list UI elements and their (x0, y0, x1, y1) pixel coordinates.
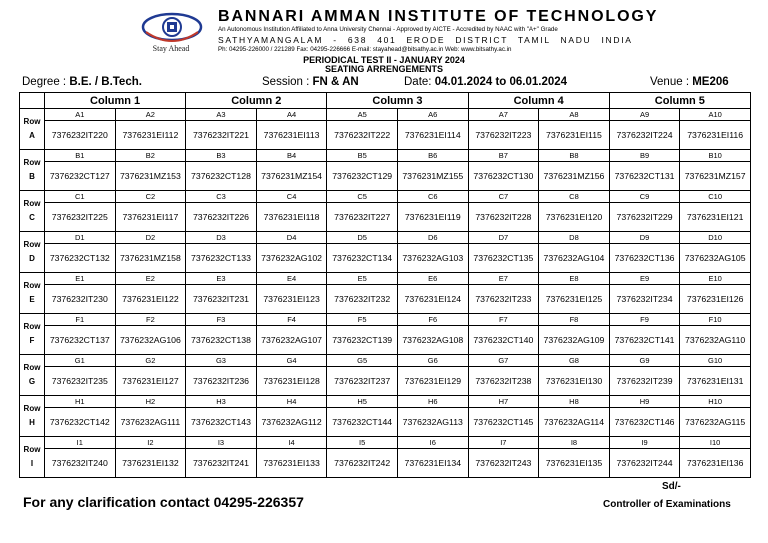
degree-value: B.E. / B.Tech. (69, 76, 142, 88)
seat-number-cell: E7 (468, 273, 539, 285)
seat-number-cell: A2 (115, 109, 186, 121)
register-number-cell: 7376232CT146 (609, 408, 680, 437)
register-number-cell: 7376232CT142 (45, 408, 116, 437)
register-number-cell: 7376232IT225 (45, 203, 116, 232)
register-number-row (20, 203, 751, 232)
register-number-cell: 7376232IT243 (468, 449, 539, 478)
venue-label: Venue : (650, 76, 690, 88)
seat-number-cell: C8 (539, 191, 610, 203)
row-label-word: Row (23, 199, 41, 208)
seat-number-cell: A3 (186, 109, 257, 121)
register-number-cell: 7376232IT237 (327, 367, 398, 396)
row-label-letter: B (29, 172, 35, 181)
register-number-cell: 7376231EI128 (256, 367, 327, 396)
seat-number-cell: B3 (186, 150, 257, 162)
register-number-cell: 7376232CT139 (327, 326, 398, 355)
row-label-letter: A (29, 131, 35, 140)
register-number-cell: 7376231EI122 (115, 285, 186, 314)
seating-table (19, 92, 751, 478)
register-number-cell: 7376232AG107 (256, 326, 327, 355)
register-number-row (20, 285, 751, 314)
seat-number-cell: H4 (256, 396, 327, 408)
seat-number-row (20, 314, 751, 326)
seat-number-cell: G1 (45, 355, 116, 367)
seat-number-cell: D5 (327, 232, 398, 244)
venue-info (650, 76, 729, 88)
register-number-cell: 7376232AG114 (539, 408, 610, 437)
date-info (404, 76, 567, 88)
seat-number-cell: H5 (327, 396, 398, 408)
row-label (20, 191, 45, 232)
seat-number-cell: G7 (468, 355, 539, 367)
register-number-cell: 7376232AG115 (680, 408, 751, 437)
seat-number-cell: I4 (256, 437, 327, 449)
seat-number-cell: I3 (186, 437, 257, 449)
register-number-cell: 7376232IT231 (186, 285, 257, 314)
register-number-cell: 7376231EI136 (680, 449, 751, 478)
seat-number-cell: I8 (539, 437, 610, 449)
seat-number-cell: D7 (468, 232, 539, 244)
seat-number-row (20, 396, 751, 408)
seat-number-cell: A4 (256, 109, 327, 121)
seat-number-cell: F1 (45, 314, 116, 326)
row-label-word: Row (23, 322, 41, 331)
seat-number-cell: G6 (397, 355, 468, 367)
seat-number-cell: A5 (327, 109, 398, 121)
register-number-cell: 7376232CT137 (45, 326, 116, 355)
register-number-cell: 7376231EI135 (539, 449, 610, 478)
register-number-cell: 7376232AG109 (539, 326, 610, 355)
row-label-letter: H (29, 418, 35, 427)
seat-number-cell: H1 (45, 396, 116, 408)
register-number-cell: 7376232IT238 (468, 367, 539, 396)
seat-number-cell: B2 (115, 150, 186, 162)
register-number-cell: 7376232CT134 (327, 244, 398, 273)
register-number-cell: 7376232AG112 (256, 408, 327, 437)
row-label-word: Row (23, 158, 41, 167)
register-number-row (20, 449, 751, 478)
register-number-cell: 7376231EI115 (539, 121, 610, 150)
seat-number-cell: D6 (397, 232, 468, 244)
register-number-cell: 7376232IT227 (327, 203, 398, 232)
register-number-cell: 7376232IT221 (186, 121, 257, 150)
register-number-cell: 7376232IT222 (327, 121, 398, 150)
seat-number-cell: E1 (45, 273, 116, 285)
seat-number-cell: A7 (468, 109, 539, 121)
register-number-cell: 7376231EI116 (680, 121, 751, 150)
register-number-cell: 7376232AG108 (397, 326, 468, 355)
register-number-cell: 7376232IT223 (468, 121, 539, 150)
register-number-cell: 7376231EI130 (539, 367, 610, 396)
register-number-cell: 7376232CT135 (468, 244, 539, 273)
seat-number-cell: F7 (468, 314, 539, 326)
register-number-cell: 7376232CT128 (186, 162, 257, 191)
register-number-cell: 7376231EI126 (680, 285, 751, 314)
row-label (20, 150, 45, 191)
register-number-cell: 7376232CT127 (45, 162, 116, 191)
seat-number-cell: F9 (609, 314, 680, 326)
row-label-letter: G (28, 377, 36, 386)
row-label-letter: D (29, 254, 35, 263)
row-label-word: Row (23, 240, 41, 249)
register-number-cell: 7376232AG103 (397, 244, 468, 273)
register-number-cell: 7376231EI121 (680, 203, 751, 232)
register-number-row (20, 121, 751, 150)
row-label-word: Row (23, 404, 41, 413)
seat-number-cell: B4 (256, 150, 327, 162)
register-number-cell: 7376232IT226 (186, 203, 257, 232)
seat-number-cell: I1 (45, 437, 116, 449)
register-number-cell: 7376231MZ157 (680, 162, 751, 191)
seat-number-cell: C5 (327, 191, 398, 203)
seat-number-cell: D2 (115, 232, 186, 244)
register-number-cell: 7376232IT234 (609, 285, 680, 314)
register-number-cell: 7376232CT136 (609, 244, 680, 273)
register-number-cell: 7376232CT140 (468, 326, 539, 355)
seat-number-cell: C10 (680, 191, 751, 203)
seat-number-cell: D4 (256, 232, 327, 244)
seat-number-row (20, 232, 751, 244)
register-number-cell: 7376231EI124 (397, 285, 468, 314)
seat-number-cell: F10 (680, 314, 751, 326)
row-label-word: Row (23, 445, 41, 454)
register-number-cell: 7376231EI129 (397, 367, 468, 396)
seat-number-cell: E3 (186, 273, 257, 285)
register-number-cell: 7376232CT133 (186, 244, 257, 273)
seat-number-cell: H8 (539, 396, 610, 408)
seat-number-cell: C2 (115, 191, 186, 203)
seat-number-cell: E9 (609, 273, 680, 285)
register-number-cell: 7376232IT244 (609, 449, 680, 478)
seat-number-cell: F3 (186, 314, 257, 326)
seat-number-cell: F6 (397, 314, 468, 326)
register-number-row (20, 367, 751, 396)
register-number-cell: 7376232IT236 (186, 367, 257, 396)
register-number-cell: 7376231EI117 (115, 203, 186, 232)
register-number-cell: 7376232AG102 (256, 244, 327, 273)
seat-number-cell: G8 (539, 355, 610, 367)
register-number-cell: 7376232CT130 (468, 162, 539, 191)
seat-number-cell: A10 (680, 109, 751, 121)
register-number-cell: 7376232AG113 (397, 408, 468, 437)
column-header: Column 2 (186, 93, 327, 109)
seat-number-cell: C6 (397, 191, 468, 203)
row-label (20, 355, 45, 396)
seat-number-cell: G3 (186, 355, 257, 367)
register-number-cell: 7376232CT144 (327, 408, 398, 437)
seat-number-cell: A1 (45, 109, 116, 121)
seat-number-cell: B10 (680, 150, 751, 162)
seat-number-cell: A9 (609, 109, 680, 121)
register-number-cell: 7376232CT143 (186, 408, 257, 437)
register-number-row (20, 162, 751, 191)
seat-number-cell: G4 (256, 355, 327, 367)
seat-number-cell: H9 (609, 396, 680, 408)
register-number-cell: 7376231EI112 (115, 121, 186, 150)
signatory-title: Controller of Examinations (603, 499, 731, 510)
session-label: Session : (262, 76, 310, 88)
seat-number-cell: E6 (397, 273, 468, 285)
degree-label: Degree : (22, 76, 67, 88)
register-number-cell: 7376231EI134 (397, 449, 468, 478)
seat-number-cell: H10 (680, 396, 751, 408)
logo-tagline: Stay Ahead (152, 44, 190, 53)
date-label: Date: (404, 76, 432, 88)
register-number-cell: 7376231MZ154 (256, 162, 327, 191)
row-label (20, 396, 45, 437)
exam-info-bar (0, 76, 768, 92)
register-number-cell: 7376231MZ155 (397, 162, 468, 191)
seat-number-cell: D9 (609, 232, 680, 244)
address-line: SATHYAMANGALAM - 638 401 ERODE DISTRICT TAMIL NADU INDIA (218, 35, 633, 45)
seat-number-row (20, 273, 751, 285)
session-info (262, 76, 359, 88)
seat-number-cell: I7 (468, 437, 539, 449)
register-number-cell: 7376232CT131 (609, 162, 680, 191)
register-number-cell: 7376232IT240 (45, 449, 116, 478)
seat-number-cell: D3 (186, 232, 257, 244)
seat-number-row (20, 355, 751, 367)
seat-number-row (20, 150, 751, 162)
row-label-word: Row (23, 281, 41, 290)
seat-number-cell: C1 (45, 191, 116, 203)
register-number-cell: 7376231EI118 (256, 203, 327, 232)
seat-number-cell: D8 (539, 232, 610, 244)
register-number-cell: 7376232IT233 (468, 285, 539, 314)
seat-number-cell: B1 (45, 150, 116, 162)
seat-number-cell: C9 (609, 191, 680, 203)
seat-number-cell: B7 (468, 150, 539, 162)
seat-number-cell: A8 (539, 109, 610, 121)
register-number-cell: 7376232IT232 (327, 285, 398, 314)
row-label-letter: C (29, 213, 35, 222)
register-number-cell: 7376232AG111 (115, 408, 186, 437)
seat-number-cell: D1 (45, 232, 116, 244)
column-header: Column 5 (609, 93, 750, 109)
register-number-cell: 7376232IT230 (45, 285, 116, 314)
register-number-cell: 7376231MZ158 (115, 244, 186, 273)
register-number-cell: 7376232AG110 (680, 326, 751, 355)
seat-number-cell: I10 (680, 437, 751, 449)
register-number-cell: 7376231MZ153 (115, 162, 186, 191)
seat-number-cell: I2 (115, 437, 186, 449)
register-number-cell: 7376231EI131 (680, 367, 751, 396)
register-number-cell: 7376232IT224 (609, 121, 680, 150)
register-number-cell: 7376231EI132 (115, 449, 186, 478)
seat-number-cell: E10 (680, 273, 751, 285)
register-number-cell: 7376231EI123 (256, 285, 327, 314)
seat-number-cell: I9 (609, 437, 680, 449)
seat-number-cell: E5 (327, 273, 398, 285)
seat-number-cell: G5 (327, 355, 398, 367)
register-number-row (20, 244, 751, 273)
row-label-letter: E (29, 295, 35, 304)
row-label-letter: F (29, 336, 35, 345)
seat-number-cell: I6 (397, 437, 468, 449)
register-number-cell: 7376232CT138 (186, 326, 257, 355)
seat-number-cell: F4 (256, 314, 327, 326)
row-label (20, 314, 45, 355)
register-number-cell: 7376232IT239 (609, 367, 680, 396)
seat-number-cell: H7 (468, 396, 539, 408)
row-label-word: Row (23, 363, 41, 372)
seat-number-cell: H6 (397, 396, 468, 408)
seat-number-cell: G10 (680, 355, 751, 367)
register-number-cell: 7376232AG104 (539, 244, 610, 273)
seat-number-cell: C3 (186, 191, 257, 203)
seat-number-cell: H2 (115, 396, 186, 408)
row-label (20, 109, 45, 150)
seat-number-cell: G2 (115, 355, 186, 367)
register-number-cell: 7376231EI133 (256, 449, 327, 478)
institution-name: BANNARI AMMAN INSTITUTE OF TECHNOLOGY (218, 8, 659, 25)
column-header: Column 4 (468, 93, 609, 109)
register-number-cell: 7376232IT235 (45, 367, 116, 396)
seating-table-body (20, 93, 751, 478)
seat-number-cell: B6 (397, 150, 468, 162)
seat-number-cell: E8 (539, 273, 610, 285)
register-number-cell: 7376232AG106 (115, 326, 186, 355)
seat-number-cell: H3 (186, 396, 257, 408)
register-number-cell: 7376231MZ156 (539, 162, 610, 191)
session-value: FN & AN (312, 76, 359, 88)
register-number-cell: 7376232IT242 (327, 449, 398, 478)
test-title: PERIODICAL TEST II - JANUARY 2024 (303, 55, 465, 65)
register-number-cell: 7376232CT129 (327, 162, 398, 191)
seat-number-cell: C4 (256, 191, 327, 203)
seat-number-cell: B8 (539, 150, 610, 162)
seat-number-row (20, 437, 751, 449)
register-number-cell: 7376232IT220 (45, 121, 116, 150)
register-number-cell: 7376232CT132 (45, 244, 116, 273)
row-label-letter: I (30, 459, 34, 468)
register-number-cell: 7376231EI125 (539, 285, 610, 314)
column-header: Column 1 (45, 93, 186, 109)
register-number-cell: 7376232CT141 (609, 326, 680, 355)
register-number-cell: 7376231EI114 (397, 121, 468, 150)
register-number-cell: 7376232IT229 (609, 203, 680, 232)
seat-number-cell: F8 (539, 314, 610, 326)
seat-number-cell: F5 (327, 314, 398, 326)
degree-info (22, 76, 142, 88)
affiliation-line: An Autonomous Institution Affiliated to Anna University Chennai - Approved by AICTE - Accredited by NAAC with "A+" Grade (218, 26, 558, 33)
seat-number-row (20, 109, 751, 121)
seat-number-cell: B9 (609, 150, 680, 162)
register-number-cell: 7376232IT228 (468, 203, 539, 232)
document-header (0, 0, 768, 92)
row-label (20, 232, 45, 273)
column-header-row (20, 93, 751, 109)
row-label (20, 273, 45, 314)
signature-mark: Sd/- (662, 481, 681, 492)
row-label (20, 437, 45, 478)
clarification-contact: For any clarification contact 04295-226357 (23, 494, 304, 510)
seat-number-cell: C7 (468, 191, 539, 203)
seat-number-cell: E2 (115, 273, 186, 285)
corner-cell (20, 93, 45, 109)
seat-number-cell: D10 (680, 232, 751, 244)
register-number-row (20, 408, 751, 437)
register-number-cell: 7376231EI119 (397, 203, 468, 232)
register-number-cell: 7376231EI127 (115, 367, 186, 396)
seat-number-cell: A6 (397, 109, 468, 121)
register-number-cell: 7376232AG105 (680, 244, 751, 273)
row-label-word: Row (23, 117, 41, 126)
register-number-cell: 7376232IT241 (186, 449, 257, 478)
register-number-cell: 7376231EI113 (256, 121, 327, 150)
document-subtitle: SEATING ARRENGEMENTS (324, 64, 443, 74)
seat-number-cell: G9 (609, 355, 680, 367)
register-number-row (20, 326, 751, 355)
seat-number-cell: E4 (256, 273, 327, 285)
seat-number-cell: I5 (327, 437, 398, 449)
seat-number-cell: B5 (327, 150, 398, 162)
column-header: Column 3 (327, 93, 468, 109)
register-number-cell: 7376232CT145 (468, 408, 539, 437)
venue-value: ME206 (692, 76, 729, 88)
contact-details-line: Ph: 04295-226000 / 221289 Fax: 04295-226666 E-mail: stayahead@bitsathy.ac.in Web: www.bitsathy.ac.in (218, 46, 512, 53)
seat-number-cell: F2 (115, 314, 186, 326)
date-value: 04.01.2024 to 06.01.2024 (434, 76, 568, 88)
seat-number-row (20, 191, 751, 203)
register-number-cell: 7376231EI120 (539, 203, 610, 232)
